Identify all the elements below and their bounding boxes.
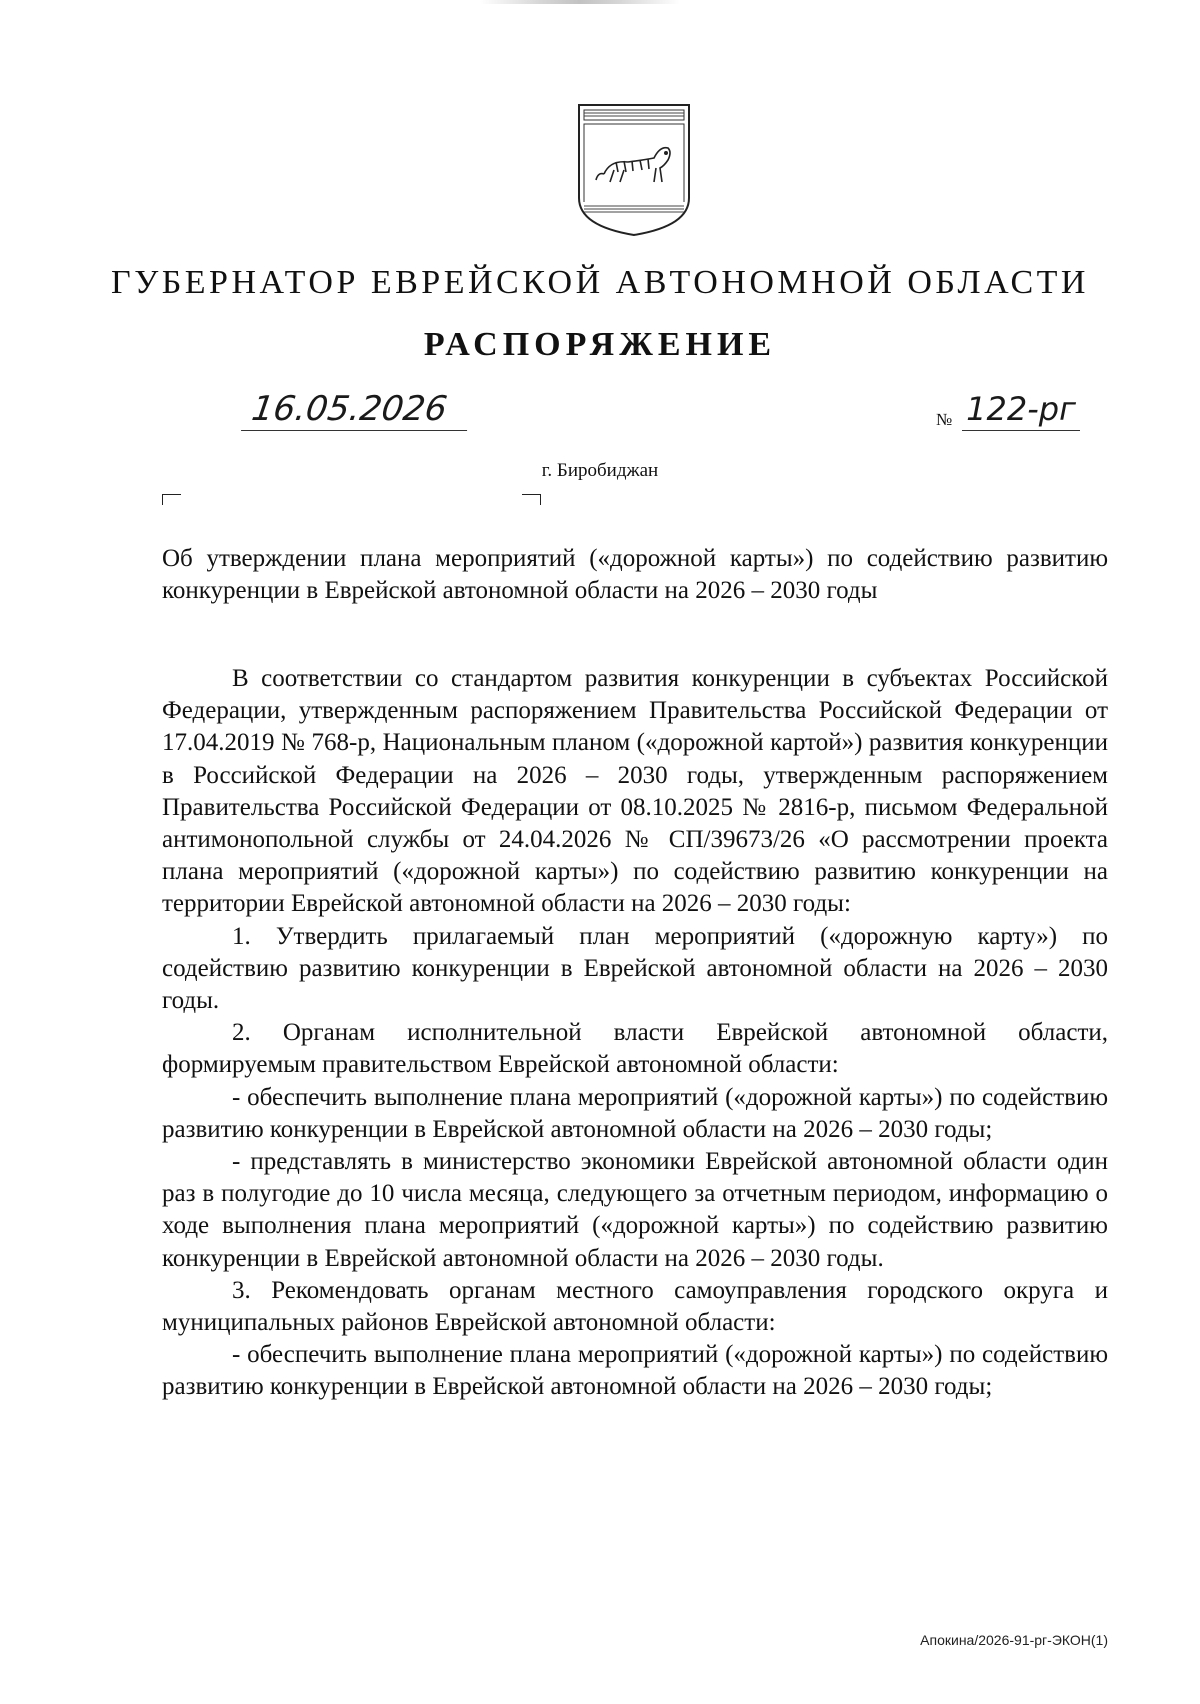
document-title: Об утверждении плана мероприятий («дорожной карты») по содействию развитию конкуренции в Еврейской автономной области на 2026 – 2030 годы <box>162 545 1108 604</box>
document-type-heading: РАСПОРЯЖЕНИЕ <box>423 326 777 363</box>
item-3-bullet-1: - обеспечить выполнение плана мероприятий («дорожной карты») по содействию развитию конкуренции в Еврейской автономной области на 2026 – 2030 годы; <box>162 1341 1108 1401</box>
number-label: № <box>936 410 953 429</box>
handwritten-date: 16.05.2026 <box>241 388 473 431</box>
scan-artifact <box>480 0 680 4</box>
coat-of-arms-emblem <box>576 102 692 238</box>
title-bracket-left <box>162 494 181 505</box>
item-3-paragraph: 3. Рекомендовать органам местного самоуправления городского округа и муниципальных районов Еврейской автономной области: <box>162 1276 1108 1337</box>
handwritten-number: 122-рг <box>962 388 1080 431</box>
document-body <box>162 663 1108 1404</box>
item-1-paragraph: 1. Утвердить прилагаемый план мероприятий («дорожную карту») по содействию развитию конкуренции в Еврейской автономной области на 2026 – 2030 годы. <box>162 922 1108 1015</box>
preamble-paragraph: В соответствии со стандартом развития конкуренции в субъектах Российской Федерации, утвержденным распоряжением Правительства Российской Федерации от 17.04.2019 № 768-р, Национальным планом («дорожной картой») развития конкуренции в Российской Федерации на 2026 – 2030 годы, утвержденным распоряжением Правительства Российской Федерации от 08.10.2025 № 2816-р, письмом Федеральной антимонопольной службы от 24.04.2026 № СП/39673/26 «О рассмотрении проекта плана мероприятий («дорожной карты») по содействию развитию конкуренции на территории Еврейской автономной области на 2026 – 2030 годы: <box>162 665 1108 918</box>
item-2-bullet-2: - представлять в министерство экономики Еврейской автономной области один раз в полугодие до 10 числа месяца, следующего за отчетным периодом, информацию о ходе выполнения плана мероприятий («дорожной карты») по содействию развитию конкуренции в Еврейской автономной области на 2026 – 2030 годы. <box>162 1148 1108 1272</box>
title-bracket-right <box>522 494 541 505</box>
footer-reference: Апокина/2026-91-рг-ЭКОН(1) <box>920 1632 1108 1648</box>
item-2-bullet-1: - обеспечить выполнение плана мероприятий («дорожной карты») по содействию развитию конкуренции в Еврейской автономной области на 2026 – 2030 годы; <box>162 1083 1108 1143</box>
tiger-icon <box>596 148 670 182</box>
authority-heading: ГУБЕРНАТОР ЕВРЕЙСКОЙ АВТОНОМНОЙ ОБЛАСТИ <box>111 264 1089 301</box>
item-2-paragraph: 2. Органам исполнительной власти Еврейской автономной области, формируемым правительством Еврейской автономной области: <box>162 1019 1108 1079</box>
city-line: г. Биробиджан <box>541 460 659 481</box>
